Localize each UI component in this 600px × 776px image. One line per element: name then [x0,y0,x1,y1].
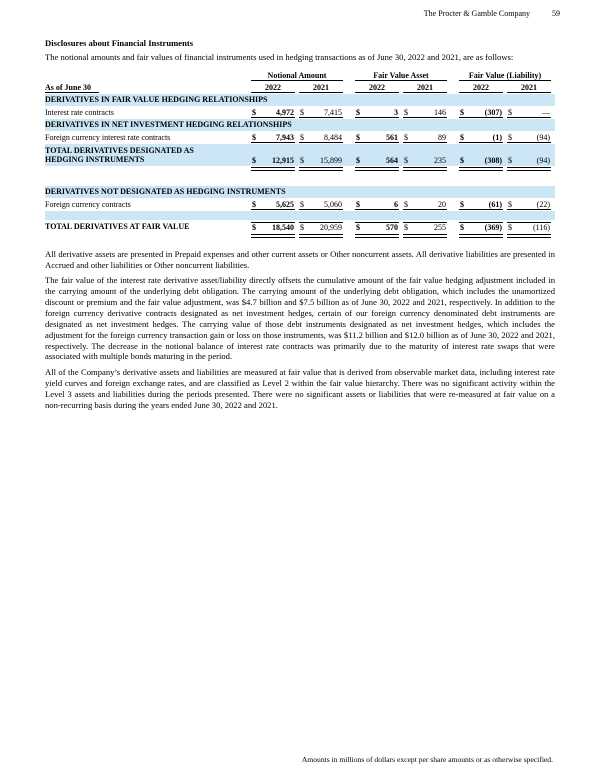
row-label: Foreign currency interest rate contracts [45,133,171,143]
value-cell [251,200,295,210]
amount: 561 [386,132,398,142]
double-rule [251,167,295,171]
double-rule-cell [507,167,551,171]
dollar-sign: $ [508,222,512,232]
dollar-sign: $ [508,107,512,117]
amount: 255 [434,222,446,232]
year-header: 2021 [299,83,343,93]
dollar-sign: $ [404,107,408,117]
double-rule [459,167,503,171]
row-label: Foreign currency contracts [45,200,131,210]
dollar-sign: $ [404,132,408,142]
double-rule-cell [507,234,551,238]
row-label-line: TOTAL DERIVATIVES DESIGNATED AS [45,145,194,155]
dollar-sign: $ [404,199,408,209]
paragraph: All derivative assets are presented in Prepaid expenses and other current assets or Other noncurrent assets. All derivative liabilities are presented in Accrued and other liabilities or Other noncurrent liabilities. [45,248,555,270]
table-year-row [45,82,555,94]
dollar-sign: $ [356,199,360,209]
section-header-row: DERIVATIVES NOT DESIGNATED AS HEDGING INSTRUMENTS [45,186,555,198]
double-rule [251,234,295,238]
table-spacer [45,173,555,186]
amount: 146 [434,107,446,117]
amount: (22) [536,199,550,209]
amount: 20 [438,199,446,209]
value-cell [355,200,399,210]
value-cell [403,200,447,210]
double-rule-cell [299,234,343,238]
amount: (61) [488,199,502,209]
value-cell [507,156,551,165]
dollar-sign: $ [508,132,512,142]
dollar-sign: $ [404,155,408,165]
value-cell [299,156,343,165]
value-cell [299,108,343,118]
double-rule-cell [403,234,447,238]
dollar-sign: $ [356,155,360,165]
page-number: 59 [552,9,560,18]
value-cell [403,222,447,232]
as-of-label-cell [45,83,249,93]
value-cell [459,133,503,143]
value-cell [355,222,399,232]
value-cell [507,222,551,232]
double-rule-cell [299,167,343,171]
year-header: 2022 [459,83,503,93]
double-rule-cell [403,167,447,171]
dollar-sign: $ [460,199,464,209]
table-colgroup-row [45,70,555,82]
amount: 235 [434,155,446,165]
amount: 7,943 [276,132,294,142]
year-header: 2022 [355,83,399,93]
dollar-sign: $ [460,132,464,142]
financial-table [45,70,555,240]
as-of-label: As of June 30 [45,83,99,93]
double-rule-cell [355,167,399,171]
amount: 12,915 [272,155,294,165]
dollar-sign: $ [252,199,256,209]
colgroup-header: Fair Value (Liability) [459,71,551,81]
paragraph: The fair value of the interest rate derivative asset/liability directly offsets the cumulative amount of the fair value hedging adjustment included in the carrying amount of the underlying debt obligation. The carrying amount of the underlying debt obligation, which includes the unamortized discount or premium and the fair value adjustment, was $4.7 billion and $7.5 billion as of June 30, 2022 and 2021, respectively. In addition to the foreign currency derivative contracts designated as net investment hedges, certain of our foreign currency denominated debt instruments are designated as net investment hedges. The carrying value of those debt instruments designated as net investment hedges, which includes the adjustment for the foreign currency transaction gain or loss on those instruments, was $11.2 billion and $12.0 billion as of June 30, 2022 and 2021, respectively. The decrease in the notional balance of interest rate contracts was primarily due to the maturity of interest rate swaps that were associated with multiple bonds maturing in the period. [45,275,555,362]
paragraph: All of the Company’s derivative assets and liabilities are measured at fair value that is derived from observable market data, including interest rate yield curves and foreign exchange rates, and are classified as Level 2 within the fair value hierarchy. There was no significant activity within the Level 3 assets and liabilities during the periods presented. There were no significant assets or liabilities that were re-measured at fair value on a non-recurring basis during the years ended June 30, 2022 and 2021. [45,366,555,410]
year-header: 2021 [507,83,551,93]
row-label-line: HEDGING INSTRUMENTS [45,155,145,165]
data-row [45,106,555,119]
colgroup-header: Notional Amount [251,71,343,81]
dollar-sign: $ [356,107,360,117]
dollar-sign: $ [460,155,464,165]
amount: 564 [386,155,398,165]
double-rule [299,234,343,238]
dollar-sign: $ [252,132,256,142]
intro-paragraph: The notional amounts and fair values of financial instruments used in hedging transactions as of June 30, 2022 and 2021, are as follows: [45,52,514,62]
amount: 20,959 [320,222,342,232]
double-rule [403,167,447,171]
value-cell [251,108,295,118]
value-cell [355,108,399,118]
value-cell [459,108,503,118]
value-cell [459,200,503,210]
year-header: 2022 [251,83,295,93]
value-cell [299,222,343,232]
row-label: Interest rate contracts [45,108,114,118]
dollar-sign: $ [252,107,256,117]
value-cell [403,156,447,165]
data-row [45,198,555,211]
row-label [45,146,249,165]
section-header-row: DERIVATIVES IN FAIR VALUE HEDGING RELATIONSHIPS [45,94,555,106]
dollar-sign: $ [356,132,360,142]
dollar-sign: $ [300,132,304,142]
section-header-row: DERIVATIVES IN NET INVESTMENT HEDGING RELATIONSHIPS [45,119,555,131]
double-rule-cell [459,234,503,238]
amount: 8,484 [324,132,342,142]
amount: 6 [394,199,398,209]
dollar-sign: $ [300,155,304,165]
value-cell [299,133,343,143]
amount: 5,060 [324,199,342,209]
double-rule [507,234,551,238]
dollar-sign: $ [508,199,512,209]
double-rule-row [45,166,555,173]
amount: (94) [536,155,550,165]
value-cell [507,108,551,118]
page-title: Disclosures about Financial Instruments [45,38,194,48]
value-cell [403,108,447,118]
amount: 3 [394,107,398,117]
amount: 89 [438,132,446,142]
double-rule-cell [251,234,295,238]
amount: 18,540 [272,222,294,232]
row-label-line: TOTAL DERIVATIVES AT FAIR VALUE [45,222,190,232]
dollar-sign: $ [300,199,304,209]
footer-note: Amounts in millions of dollars except per share amounts or as otherwise specified. [301,755,553,764]
amount: 7,415 [324,107,342,117]
value-cell [299,200,343,210]
body-text [45,249,555,411]
value-cell [459,156,503,165]
double-rule-cell [251,167,295,171]
amount: (369) [484,222,502,232]
amount: 4,972 [276,107,294,117]
total-row [45,220,555,233]
amount: 5,625 [276,199,294,209]
amount: (94) [536,132,550,142]
dollar-sign: $ [356,222,360,232]
page-header [424,9,560,18]
value-cell [251,222,295,232]
amount: 570 [386,222,398,232]
dollar-sign: $ [460,107,464,117]
data-row [45,131,555,144]
double-rule [355,234,399,238]
double-rule [459,234,503,238]
double-rule [403,234,447,238]
value-cell [403,133,447,143]
dollar-sign: $ [404,222,408,232]
row-label [45,222,249,232]
value-cell [507,133,551,143]
amount: — [542,107,550,117]
value-cell [251,133,295,143]
colgroup-header: Fair Value Asset [355,71,447,81]
empty-highlight-row [45,211,555,220]
total-row [45,144,555,166]
dollar-sign: $ [252,222,256,232]
amount: (308) [484,155,502,165]
amount: (1) [492,132,502,142]
value-cell [251,156,295,165]
double-rule [507,167,551,171]
year-header: 2021 [403,83,447,93]
amount: (116) [532,222,550,232]
amount: 15,899 [320,155,342,165]
dollar-sign: $ [300,107,304,117]
dollar-sign: $ [508,155,512,165]
value-cell [459,222,503,232]
value-cell [355,156,399,165]
double-rule [355,167,399,171]
company-name: The Procter & Gamble Company [423,9,530,18]
amount: (307) [484,107,502,117]
dollar-sign: $ [300,222,304,232]
double-rule [299,167,343,171]
value-cell [507,200,551,210]
dollar-sign: $ [460,222,464,232]
double-rule-cell [355,234,399,238]
double-rule-cell [459,167,503,171]
value-cell [355,133,399,143]
double-rule-row [45,233,555,240]
dollar-sign: $ [252,155,256,165]
